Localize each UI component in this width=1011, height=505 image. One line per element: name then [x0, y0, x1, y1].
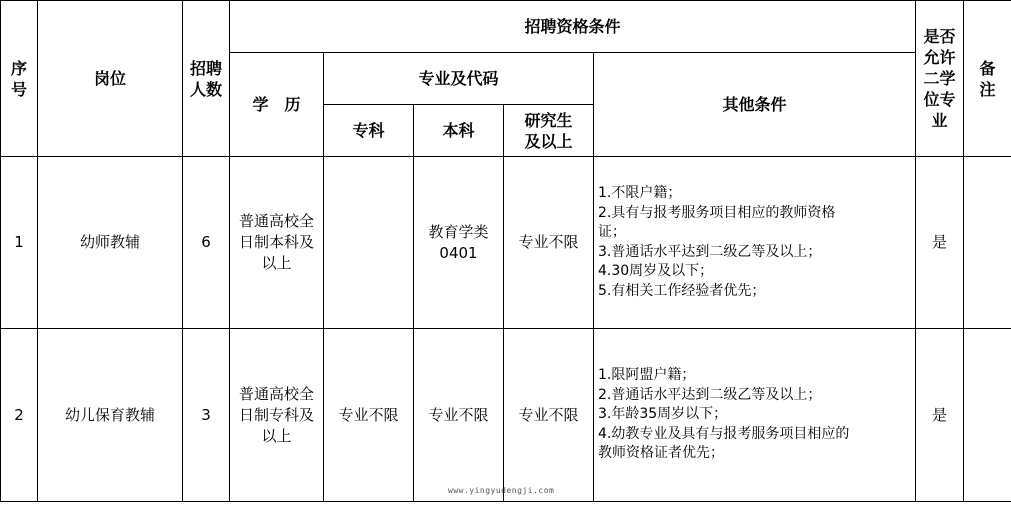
cell-second-degree: 是 — [916, 157, 964, 329]
condition-line: 教师资格证者优先； — [598, 445, 724, 462]
header-notes: 备注 — [964, 1, 1011, 157]
cell-count: 6 — [183, 157, 230, 329]
condition-line: 4.幼教专业及具有与报考服务项目相应的 — [598, 425, 850, 442]
header-major-code: 专业及代码 — [324, 53, 594, 105]
header-second-degree: 是否允许二学位专业 — [916, 1, 964, 157]
cell-count: 3 — [183, 329, 230, 502]
condition-line: 4.30周岁及以下； — [598, 263, 714, 279]
cell-seq: 2 — [1, 329, 38, 502]
header-bachelor: 本科 — [414, 105, 504, 157]
condition-line: 2.普通话水平达到二级乙等及以上； — [598, 386, 822, 403]
cell-education: 普通高校全日制本科及以上 — [230, 157, 324, 329]
cell-notes — [964, 329, 1011, 502]
header-education: 学 历 — [230, 53, 324, 157]
cell-other-conditions — [594, 157, 916, 329]
header-junior: 专科 — [324, 105, 414, 157]
condition-line: 5.有相关工作经验者优先； — [598, 282, 766, 299]
condition-line: 3.普通话水平达到二级乙等及以上； — [598, 243, 822, 260]
cell-notes — [964, 157, 1011, 329]
condition-line: 证； — [598, 224, 626, 240]
table-row — [1, 329, 1011, 502]
cell-bachelor: 教育学类0401 — [414, 157, 504, 329]
header-graduate: 研究生及以上 — [504, 105, 594, 157]
condition-line: 1.限阿盟户籍； — [598, 367, 696, 384]
header-other: 其他条件 — [594, 53, 916, 157]
cell-education: 普通高校全日制专科及以上 — [230, 329, 324, 502]
condition-line: 2.具有与报考服务项目相应的教师资格 — [598, 204, 836, 221]
cell-second-degree: 是 — [916, 329, 964, 502]
cell-seq: 1 — [1, 157, 38, 329]
cell-other-conditions — [594, 329, 916, 502]
cell-position: 幼儿保育教辅 — [38, 329, 183, 502]
cell-junior — [324, 157, 414, 329]
header-position: 岗位 — [38, 1, 183, 157]
table-row — [1, 157, 1011, 329]
watermark-text: www.yingyudengji.com — [448, 486, 555, 495]
header-count: 招聘人数 — [183, 1, 230, 157]
condition-line: 1.不限户籍； — [598, 185, 682, 201]
cell-graduate: 专业不限 — [504, 157, 594, 329]
header-seq: 序号 — [1, 1, 38, 157]
cell-bachelor: 专业不限 — [414, 329, 504, 502]
cell-junior: 专业不限 — [324, 329, 414, 502]
cell-graduate: 专业不限 — [504, 329, 594, 502]
header-qualifications: 招聘资格条件 — [230, 1, 916, 53]
cell-position: 幼师教辅 — [38, 157, 183, 329]
condition-line: 3.年龄35周岁以下； — [598, 406, 728, 423]
